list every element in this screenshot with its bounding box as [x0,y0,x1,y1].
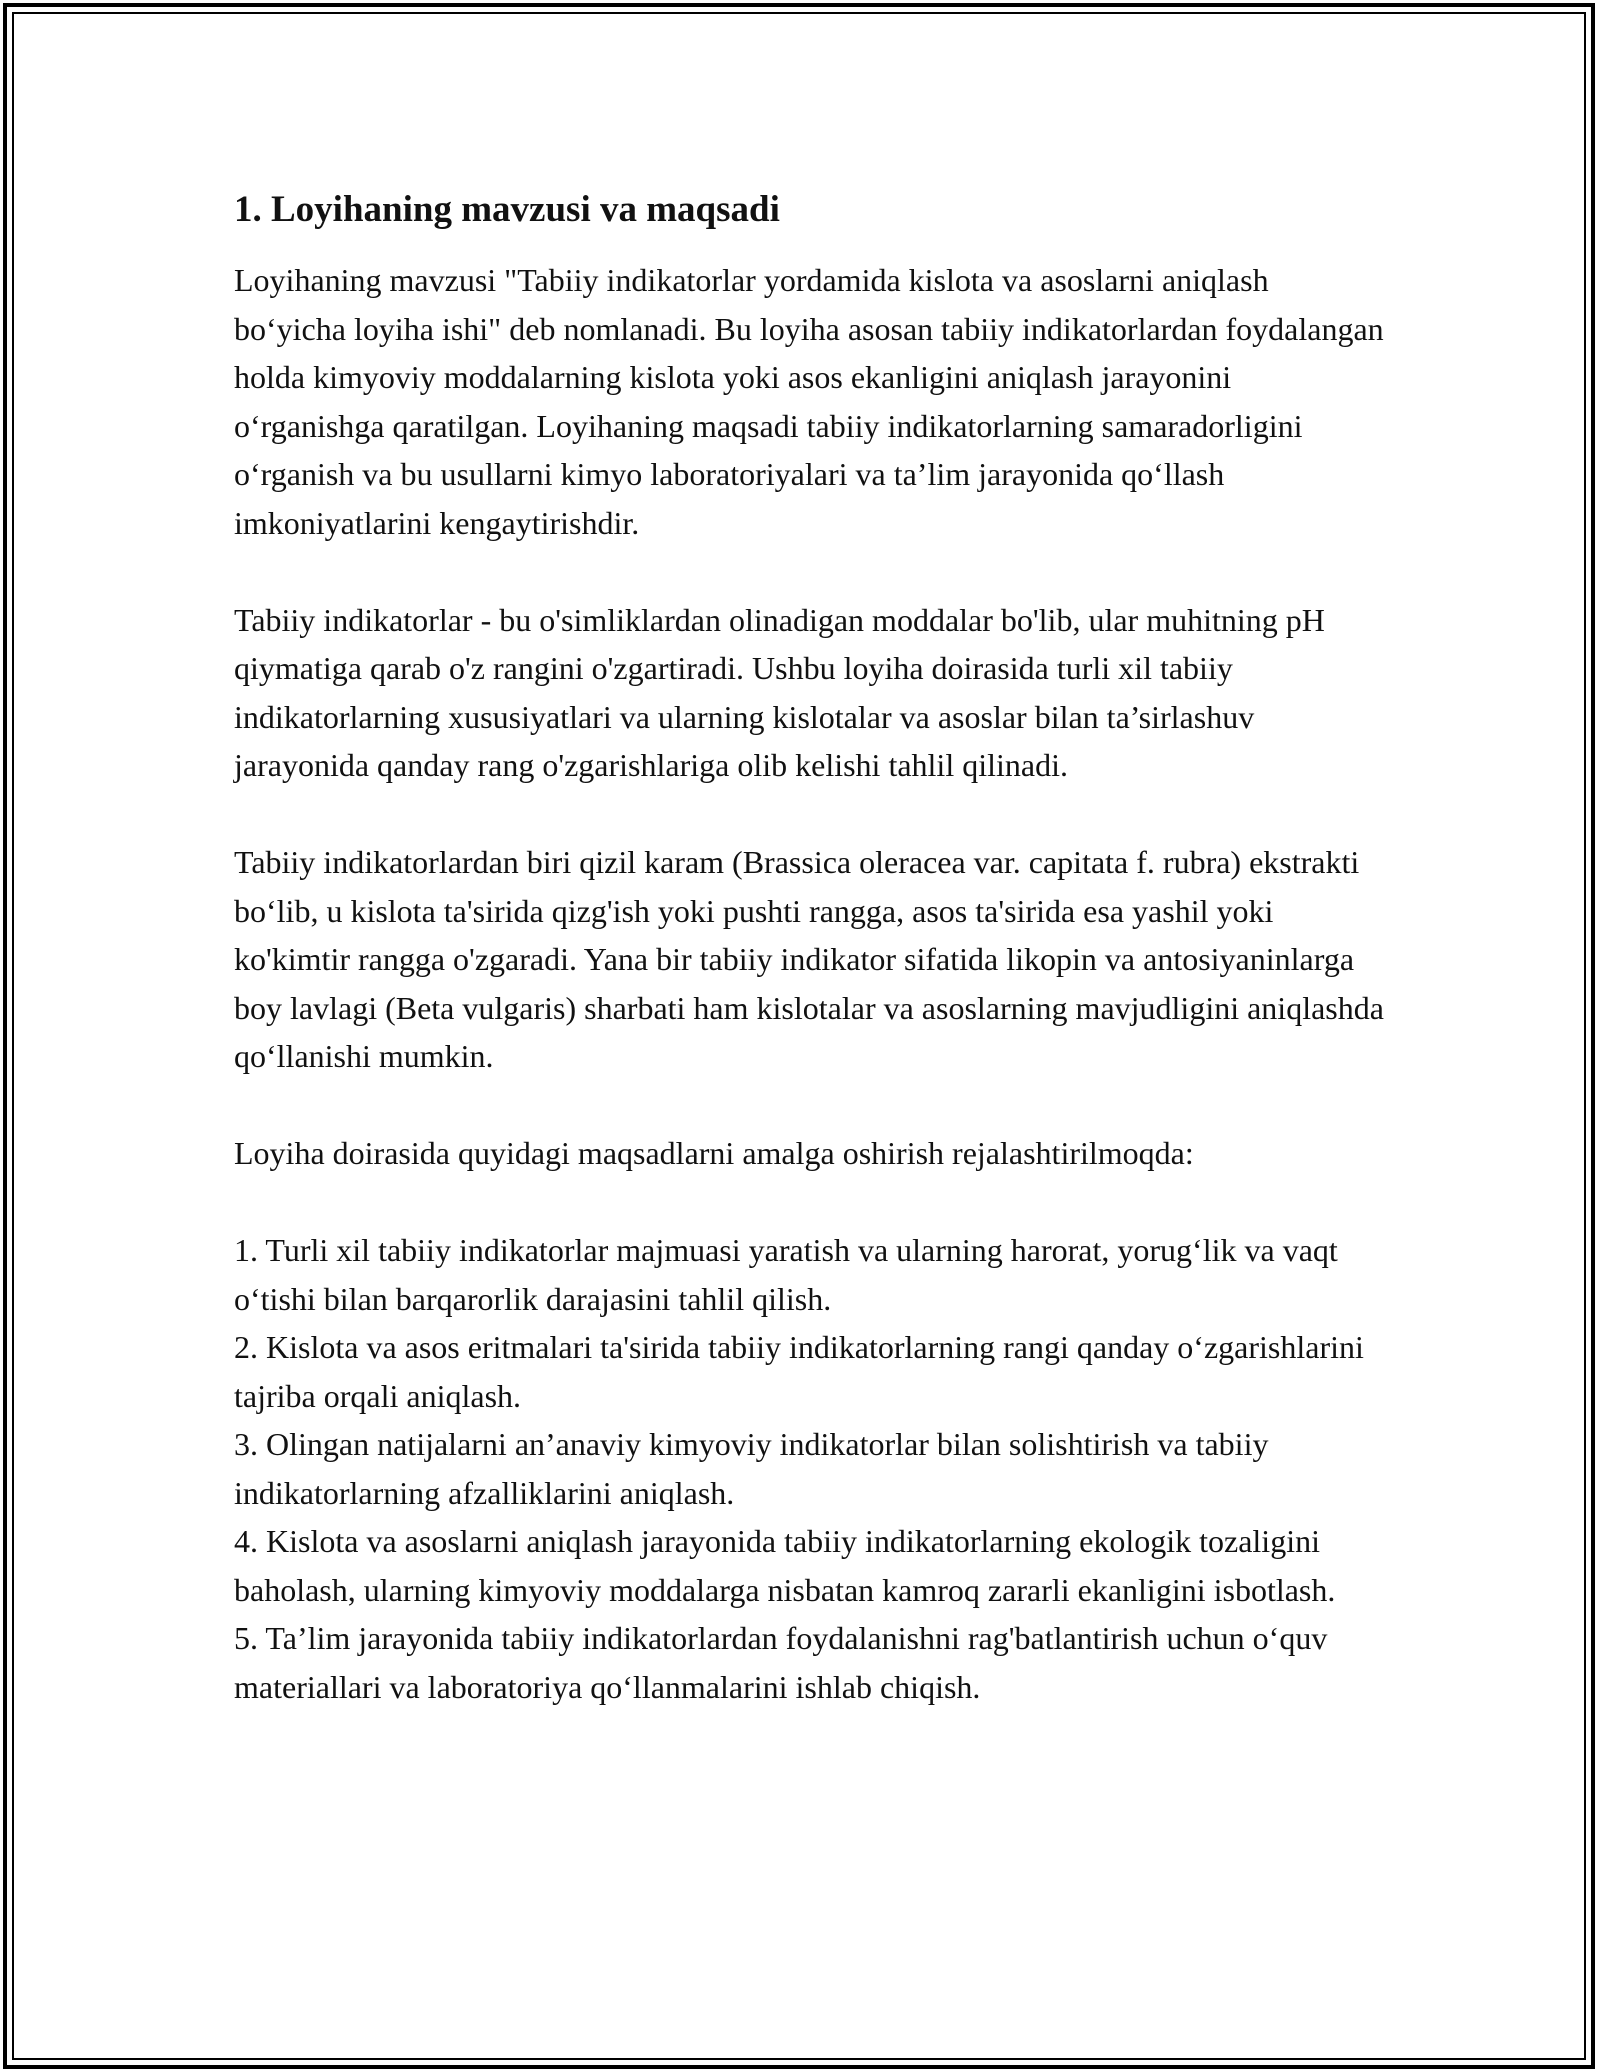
goals-intro: Loyiha doirasida quyidagi maqsadlarni amalga oshirish rejalashtirilmoqda: [234,1135,1194,1171]
goal-item-5: 5. Ta’lim jarayonida tabiiy indikatorlardan foydalanishni rag'batlantirish uchun o‘quv materiallari va laboratoriya qo‘llanmalarini ishlab chiqish. [234,1620,1328,1705]
goal-item-4: 4. Kislota va asoslarni aniqlash jarayonida tabiiy indikatorlarning ekologik tozaligini baholash, ularning kimyoviy moddalarga nisbatan kamroq zararli ekanligini isbotlash. [234,1523,1336,1608]
section-heading: 1. Loyihaning mavzusi va maqsadi [234,189,780,230]
goals-list [234,1226,1384,1711]
paragraph-natural-indicators: Tabiiy indikatorlar - bu o'simliklardan olinadigan moddalar bo'lib, ular muhitning pH qiymatiga qarab o'z rangini o'zgartiradi. Ushbu loyiha doirasida turli xil tabiiy indikatorlarning xususiyatlari va ularning kislotalar va asoslar bilan ta’sirlashuv jarayonida qanday rang o'zgarishlariga olib kelishi tahlil qilinadi. [234,601,1325,783]
paragraph-topic: Loyihaning mavzusi "Tabiiy indikatorlar yordamida kislota va asoslarni aniqlash bo‘yicha loyiha ishi" deb nomlanadi. Bu loyiha asosan tabiiy indikatorlardan foydalangan holda kimyoviy moddalarning kislota yoki asos ekanligini aniqlash jarayonini o‘rganishga qaratilgan. Loyihaning maqsadi tabiiy indikatorlarning samaradorligini o‘rganish va bu usullarni kimyo laboratoriyalari va ta’lim jarayonida qo‘llash imkoniyatlarini kengaytirishdir. [234,262,1384,541]
document-body [234,186,1384,1711]
goal-item-1: 1. Turli xil tabiiy indikatorlar majmuasi yaratish va ularning harorat, yorug‘lik va vaqt o‘tishi bilan barqarorlik darajasini tahlil qilish. [234,1232,1338,1317]
goal-item-3: 3. Olingan natijalarni an’anaviy kimyoviy indikatorlar bilan solishtirish va tabiiy indikatorlarning afzalliklarini aniqlash. [234,1426,1269,1511]
paragraph-examples: Tabiiy indikatorlardan biri qizil karam (Brassica oleracea var. capitata f. rubra) ekstrakti bo‘lib, u kislota ta'sirida qizg'ish yoki pushti rangga, asos ta'sirida esa yashil yoki ko'kimtir rangga o'zgaradi. Yana bir tabiiy indikator sifatida likopin va antosiyaninlarga boy lavlagi (Beta vulgaris) sharbati ham kislotalar va asoslarning mavjudligini aniqlashda qo‘llanishi mumkin. [234,844,1384,1074]
goal-item-2: 2. Kislota va asos eritmalari ta'sirida tabiiy indikatorlarning rangi qanday o‘zgarishlarini tajriba orqali aniqlash. [234,1329,1364,1414]
